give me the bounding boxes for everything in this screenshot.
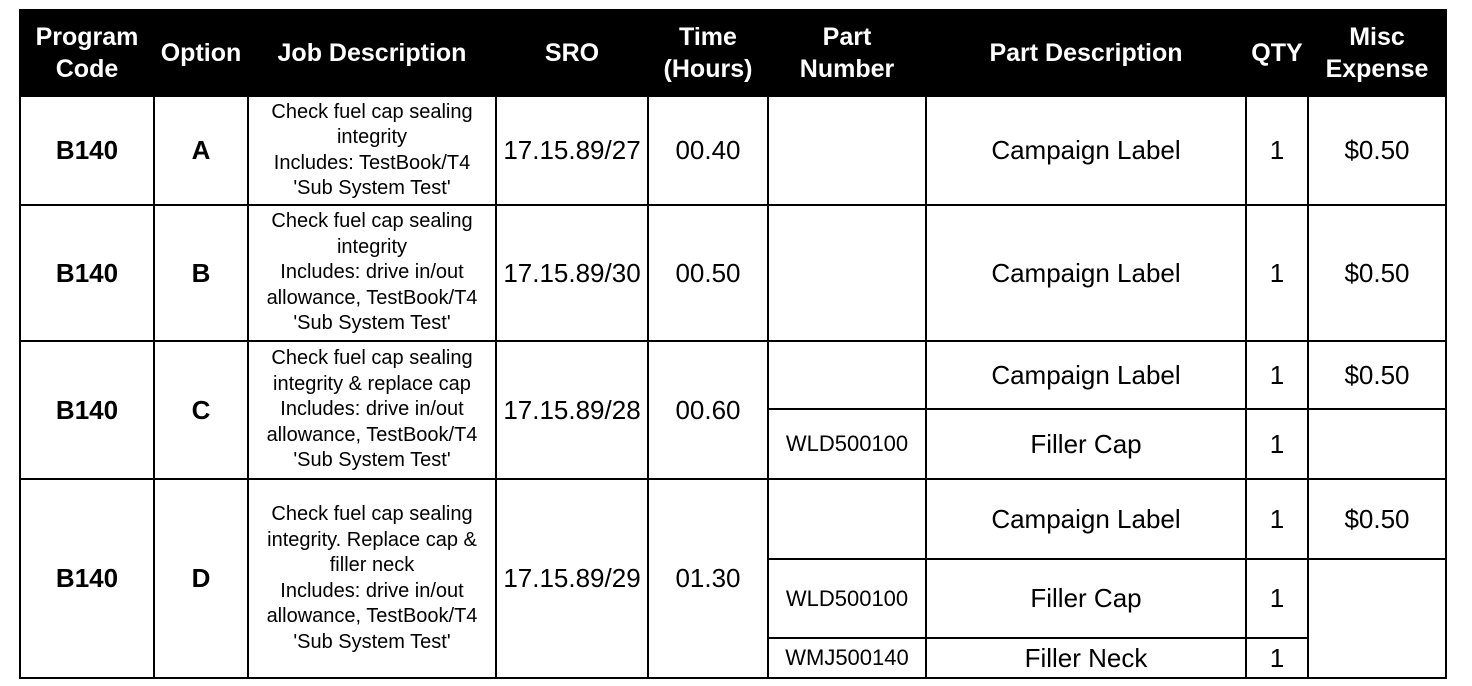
part-description-cell: Campaign Label <box>926 341 1246 409</box>
sro-cell: 17.15.89/28 <box>496 341 648 479</box>
header-misc-expense: Misc Expense <box>1308 10 1446 96</box>
table-row <box>20 341 1446 409</box>
option-cell: D <box>154 479 248 678</box>
misc-expense-cell: $0.50 <box>1308 205 1446 341</box>
job-description-cell: Check fuel cap sealing integrity Includes: TestBook/T4 'Sub System Test' <box>248 96 496 205</box>
table-row <box>20 479 1446 559</box>
header-job-description: Job Description <box>248 10 496 96</box>
option-cell: B <box>154 205 248 341</box>
header-option: Option <box>154 10 248 96</box>
program-code-cell: B140 <box>20 341 154 479</box>
table-row <box>20 205 1446 341</box>
qty-cell: 1 <box>1246 341 1308 409</box>
part-number-cell: WLD500100 <box>768 409 926 479</box>
header-qty: QTY <box>1246 10 1308 96</box>
header-row <box>20 10 1446 96</box>
misc-expense-cell: $0.50 <box>1308 96 1446 205</box>
part-description-cell: Campaign Label <box>926 479 1246 559</box>
program-code-cell: B140 <box>20 96 154 205</box>
option-cell: C <box>154 341 248 479</box>
option-cell: A <box>154 96 248 205</box>
time-cell: 00.60 <box>648 341 768 479</box>
part-number-cell <box>768 341 926 409</box>
qty-cell: 1 <box>1246 559 1308 638</box>
misc-expense-cell <box>1308 409 1446 479</box>
qty-cell: 1 <box>1246 409 1308 479</box>
part-number-cell <box>768 479 926 559</box>
header-time: Time (Hours) <box>648 10 768 96</box>
program-code-cell: B140 <box>20 479 154 678</box>
part-number-cell <box>768 96 926 205</box>
part-description-cell: Filler Cap <box>926 409 1246 479</box>
table-row <box>20 96 1446 205</box>
job-description-cell: Check fuel cap sealing integrity & replace cap Includes: drive in/out allowance, TestBook/T4 'Sub System Test' <box>248 341 496 479</box>
part-number-cell: WMJ500140 <box>768 638 926 678</box>
qty-cell: 1 <box>1246 479 1308 559</box>
qty-cell: 1 <box>1246 205 1308 341</box>
qty-cell: 1 <box>1246 96 1308 205</box>
misc-expense-cell <box>1308 559 1446 678</box>
time-cell: 00.40 <box>648 96 768 205</box>
part-description-cell: Filler Cap <box>926 559 1246 638</box>
sro-cell: 17.15.89/27 <box>496 96 648 205</box>
program-code-cell: B140 <box>20 205 154 341</box>
job-description-cell: Check fuel cap sealing integrity Includes: drive in/out allowance, TestBook/T4 'Sub System Test' <box>248 205 496 341</box>
time-cell: 00.50 <box>648 205 768 341</box>
part-description-cell: Filler Neck <box>926 638 1246 678</box>
sro-cell: 17.15.89/30 <box>496 205 648 341</box>
sro-cell: 17.15.89/29 <box>496 479 648 678</box>
part-description-cell: Campaign Label <box>926 205 1246 341</box>
misc-expense-cell: $0.50 <box>1308 341 1446 409</box>
header-sro: SRO <box>496 10 648 96</box>
header-part-number: Part Number <box>768 10 926 96</box>
part-number-cell: WLD500100 <box>768 559 926 638</box>
job-description-cell: Check fuel cap sealing integrity. Replace cap & filler neck Includes: drive in/out allowance, TestBook/T4 'Sub System Test' <box>248 479 496 678</box>
time-cell: 01.30 <box>648 479 768 678</box>
header-program-code: Program Code <box>20 10 154 96</box>
misc-expense-cell: $0.50 <box>1308 479 1446 559</box>
campaign-parts-table <box>19 9 1447 679</box>
part-number-cell <box>768 205 926 341</box>
header-part-description: Part Description <box>926 10 1246 96</box>
qty-cell: 1 <box>1246 638 1308 678</box>
part-description-cell: Campaign Label <box>926 96 1246 205</box>
